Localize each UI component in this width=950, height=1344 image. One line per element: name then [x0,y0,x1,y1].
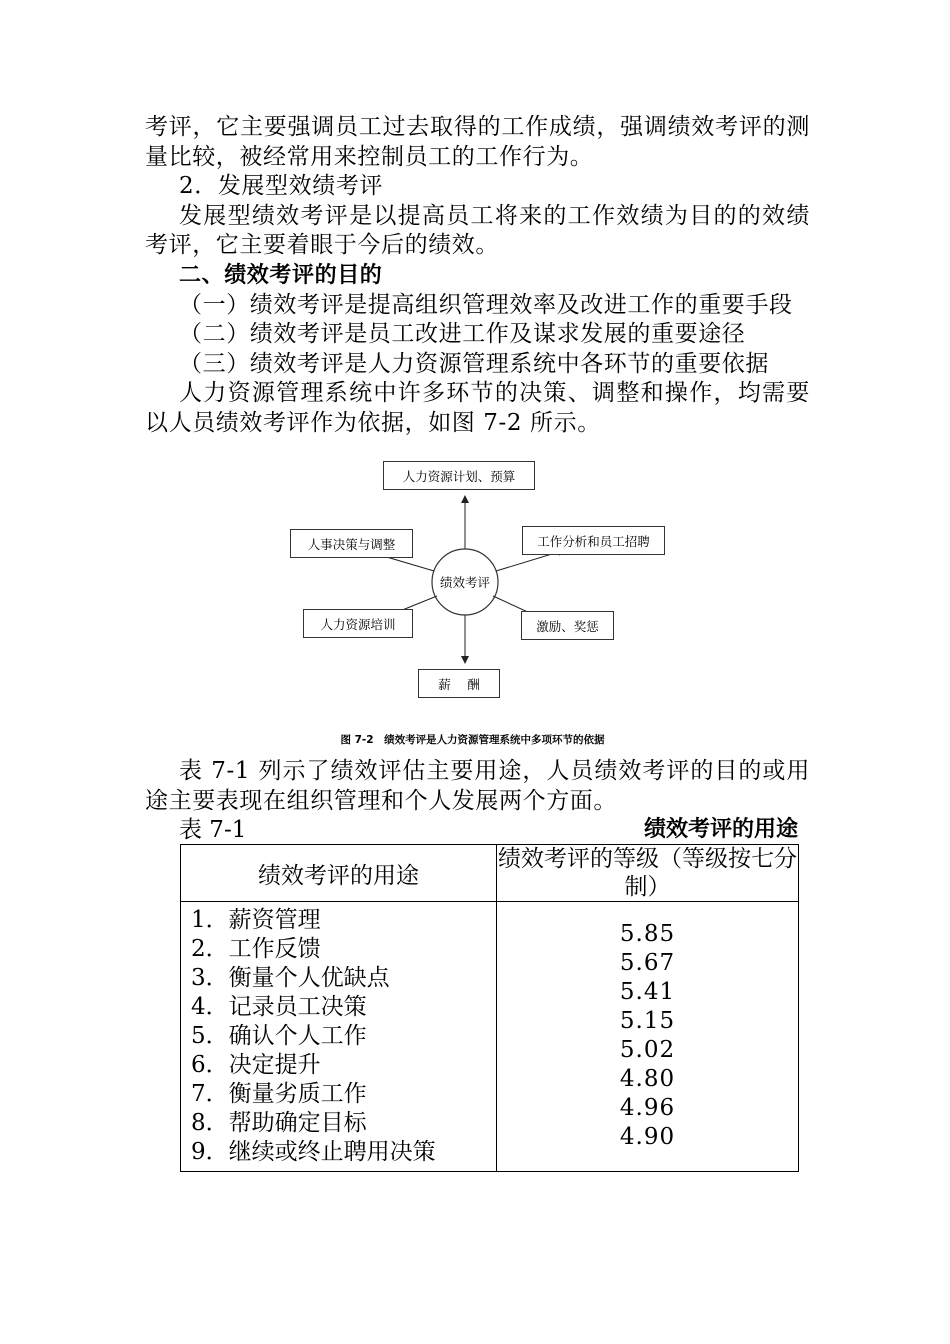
table-body-row [181,902,799,1172]
paragraph-6: （三）绩效考评是人力资源管理系统中各环节的重要依据 [179,350,769,377]
rating-value: 4.96 [619,1095,676,1121]
rating-value: 5.85 [619,921,676,947]
uses-table [180,844,799,1172]
list-item: 6．决定提升 [191,1052,321,1078]
paragraph-7: 人力资源管理系统中许多环节的决策、调整和操作，均需要以人员绩效考评作为依据，如图 7-2 所示。 [145,380,810,436]
paragraph-4: （一）绩效考评是提高组织管理效率及改进工作的重要手段 [179,291,793,318]
list-item: 7．衡量劣质工作 [191,1081,367,1107]
list-item: 8．帮助确定目标 [191,1110,367,1136]
list-item: 5．确认个人工作 [191,1023,367,1049]
rating-value: 4.90 [619,1124,676,1150]
ratings-cell [497,902,799,1172]
list-item: 9．继续或终止聘用决策 [191,1139,436,1165]
header-ratings: 绩效考评的等级（等级按七分制） [498,846,797,900]
paragraph-8: 表 7-1 列示了绩效评估主要用途，人员绩效考评的目的或用途主要表现在组织管理和个人发展两个方面。 [145,758,810,814]
box-hr-planning: 人力资源计划、预算 [383,461,535,490]
document-page [145,113,810,1172]
section-heading: 二、绩效考评的目的 [179,262,383,288]
rating-value: 5.15 [619,1008,676,1034]
rating-value: 5.02 [619,1037,676,1063]
box-salary: 薪 酬 [418,669,500,698]
box-hr-training: 人力资源培训 [303,609,413,638]
header-uses: 绩效考评的用途 [181,845,497,902]
table-header-row [181,845,799,902]
box-job-analysis: 工作分析和员工招聘 [522,526,665,555]
figure-7-2-diagram [145,456,810,728]
uses-list-cell [181,902,497,1172]
table-label: 表 7-1 [179,817,247,843]
list-item: 1．薪资管理 [191,907,321,933]
figure-caption: 图 7-2 绩效考评是人力资源管理系统中多项环节的依据 [340,734,605,746]
table-title: 绩效考评的用途 [643,817,798,842]
paragraph-2: 2．发展型效绩考评 [179,173,384,199]
rating-value: 5.41 [619,979,676,1005]
rating-value: 5.67 [619,950,676,976]
list-item: 4．记录员工决策 [191,994,367,1020]
table-heading [179,816,810,844]
rating-value: 4.80 [619,1066,676,1092]
box-personnel-decisions: 人事决策与调整 [290,529,413,558]
paragraph-1: 考评，它主要强调员工过去取得的工作成绩，强调绩效考评的测量比较，被经常用来控制员工的工作行为。 [145,114,810,170]
box-incentives: 激励、奖惩 [521,611,614,640]
list-item: 3．衡量个人优缺点 [191,965,390,991]
paragraph-3: 发展型绩效考评是以提高员工将来的工作效绩为目的的效绩考评，它主要着眼于今后的绩效。 [145,202,810,258]
paragraph-5: （二）绩效考评是员工改进工作及谋求发展的重要途径 [179,321,746,347]
list-item: 2．工作反馈 [191,936,321,962]
center-label: 绩效考评 [439,575,490,590]
